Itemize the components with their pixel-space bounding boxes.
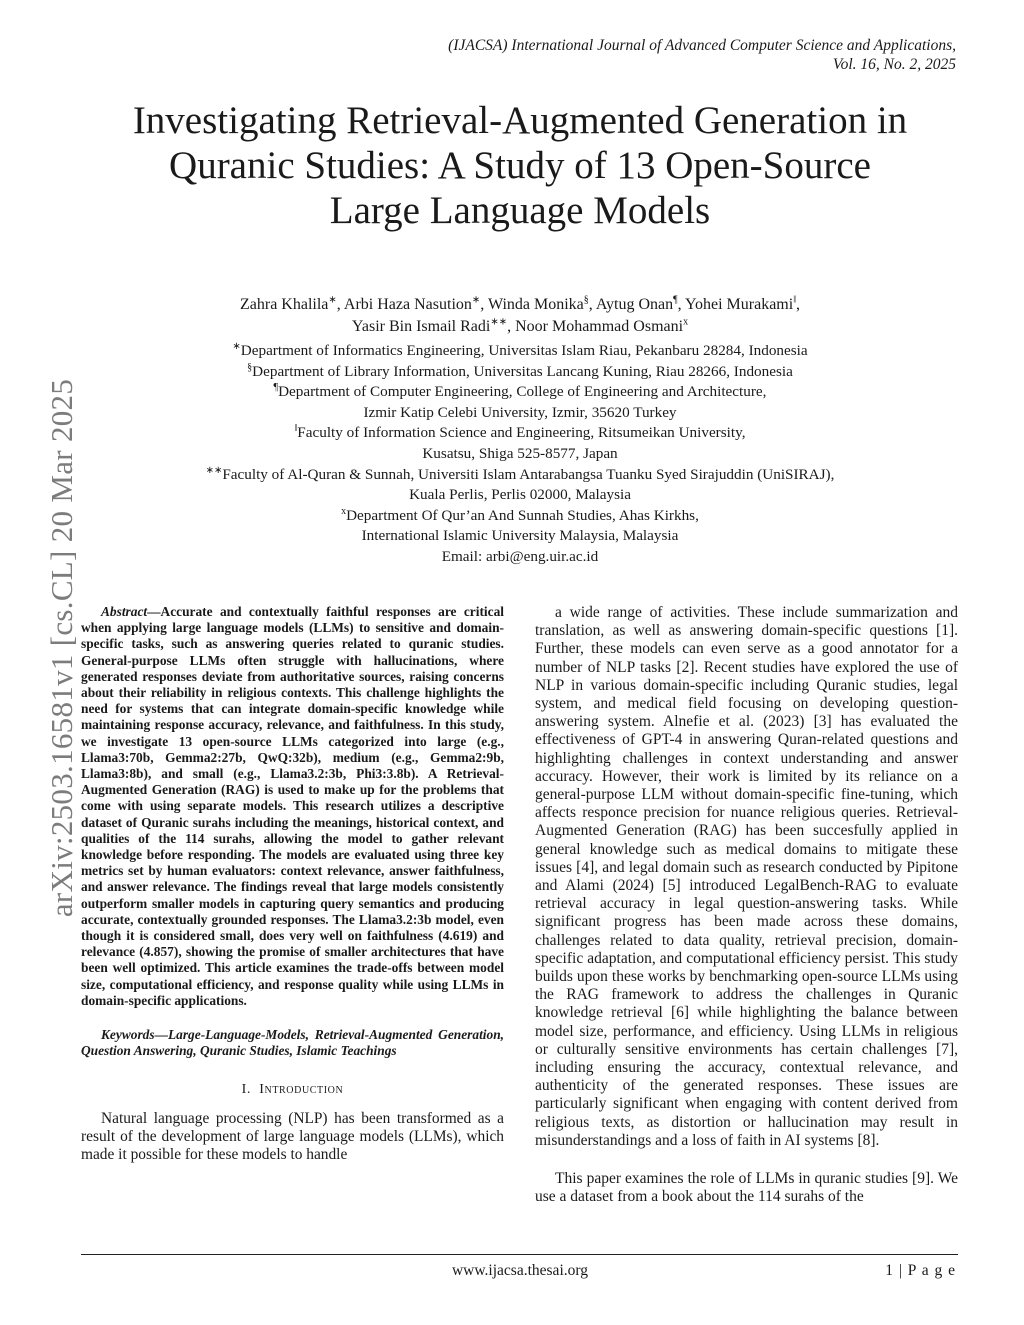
affiliation-line: ∗∗Faculty of Al-Quran & Sunnah, Universiti Islam Antarabangsa Tuanku Syed Sirajuddin (UniSIRAJ), bbox=[205, 464, 835, 483]
affiliations bbox=[80, 341, 960, 568]
affiliation-line: §Department of Library Information, Universitas Lancang Kuning, Riau 28266, Indonesia bbox=[247, 361, 793, 380]
abstract-text: —Accurate and contextually faithful responses are critical when applying large language models (LLMs) to sensitive and domain-specific tasks, such as answering queries related to quranic studies. General-purpose LLMs often struggle with hallucinations, where generated responses deviate from authoritative sources, raising concerns about their reliability in religious contexts. This challenge highlights the need for systems that can integrate domain-specific knowledge while maintaining response accuracy, relevance, and faithfulness. In this study, we investigate 13 open-source LLMs categorized into large (e.g., Llama3:70b, Gemma2:27b, QwQ:32b), medium (e.g., Gemma2:9b, Llama3:8b), and small (e.g., Llama3.2:3b, Phi3:3.8b). A Retrieval-Augmented Generation (RAG) is used to make up for the problems that come with using separate models. This research utilizes a descriptive dataset of Quranic surahs including the meanings, historical context, and qualities of the 114 surahs, allowing the model to gather relevant knowledge before responding. The models are evaluated using three key metrics set by human evaluators: context relevance, answer faithfulness, and answer relevance. The findings reveal that large models consistently outperform smaller models in capturing query semantics and producing accurate, contextually grounded responses. The Llama3.2:3b model, even though it is considered small, does very well on faithfulness (4.619) and relevance (4.857), showing the promise of smaller architectures that have been well optimized. This article examines the trade-offs between model size, computational efficiency, and response quality while using LLMs in domain-specific applications. bbox=[81, 604, 504, 1008]
email-line: Email: arbi@eng.uir.ac.id bbox=[441, 547, 599, 565]
author-name: Aytug Onan bbox=[595, 296, 674, 313]
affiliation-line: International Islamic University Malaysia, Malaysia bbox=[361, 527, 679, 545]
affiliation-line: ¶Department of Computer Engineering, College of Engineering and Architecture, bbox=[273, 382, 767, 401]
title-line-2: Quranic Studies: A Study of 13 Open-Source bbox=[169, 144, 871, 187]
keywords-text: —Large-Language-Models, Retrieval-Augmented Generation, Question Answering, Quranic Studies, Islamic Teachings bbox=[81, 1027, 504, 1059]
journal-volume: Vol. 16, No. 2, 2025 bbox=[832, 56, 956, 73]
author-name: Yohei Murakami bbox=[685, 296, 794, 313]
arxiv-stamp bbox=[44, 350, 79, 945]
author-name: Winda Monika bbox=[488, 296, 584, 313]
title-line-1: Investigating Retrieval-Augmented Generation in bbox=[132, 99, 908, 142]
author-name: Yasir Bin Ismail Radi bbox=[351, 318, 491, 335]
affiliation-line: $^x$Department Of Qur’an And Sunnah Studies, Ahas Kirkhs, bbox=[341, 505, 699, 524]
intro-paragraph-continued: a wide range of activities. These include summarization and translation, as well as answering domain-specific questions [1]. Further, these models can even serve as a good annotator for a number of NLP tasks [2]. Recent studies have explored the use of NLP in various domain-specific including Quranic studies, legal system, and medical field focusing on developing question-answering system. Alnefie et al. (2023) [3] has evaluated the effectiveness of GPT-4 in answering Quran-related questions and highlighting challenges in context understanding and answer accuracy. However, their work is limited by its reliance on a general-purpose LLM without domain-specific fine-tuning, which affects responce precision for nuance religious queries. Retrieval-Augmented Generation (RAG) has been succesfully applied in general knowledge such as medical domains to mitigate these issues [4], and legal domain such as research conducted by Pipitone and Alami (2024) [5] introduced LegalBench-RAG to evaluate retrieval accuracy in legal question-answering tasks. While significant progress has been made across these domains, challenges related to data quality, retrieval precision, domain-specific adaptation, and computational efficiency persist. This study builds upon these works by benchmarking open-source LLMs using the RAG framework to address the challenges in Quranic knowledge retrieval [6] while highlighting the balance between model size, performance, and efficiency. Using LLMs in religious or culturally sensitive environments has certain challenges [7], including ensuring the accuracy, contextual relevance, and authenticity of the generated responses. These issues are particularly significant when engaging with content derived from religious texts, as distortion or hallucination may result in misunderstandings and a loss of faith in AI systems [8]. bbox=[535, 604, 958, 1149]
intro-paragraph: Natural language processing (NLP) has been transformed as a result of the development of large language models (LLMs), which made it possible for these models to handle bbox=[81, 1109, 504, 1164]
author-name: Zahra Khalila bbox=[240, 296, 329, 313]
author-list: Zahra Khalila∗, Arbi Haza Nasution∗, Winda Monika§, Aytug Onan¶, Yohei Murakami‖, Yasir Bin Ismail Radi∗∗, Noor Mohammad Osmani$^x$ bbox=[240, 294, 800, 335]
affiliation-line: ‖Faculty of Information Science and Engineering, Ritsumeikan University, bbox=[294, 423, 746, 442]
keywords-label: Keywords bbox=[101, 1027, 155, 1043]
affiliation-line: Izmir Katip Celebi University, Izmir, 35620 Turkey bbox=[363, 403, 677, 421]
section-title: Introduction bbox=[259, 1082, 344, 1098]
paper-title bbox=[80, 98, 960, 233]
journal-name: (IJACSA) International Journal of Advanced Computer Science and Applications, bbox=[448, 37, 956, 54]
footer-url: www.ijacsa.thesai.org bbox=[451, 1262, 589, 1279]
section-heading: I. Introduction bbox=[241, 1082, 344, 1098]
page-number: 1 | P a g e bbox=[885, 1262, 956, 1279]
journal-header bbox=[448, 36, 956, 74]
right-column bbox=[535, 604, 958, 1207]
keywords bbox=[81, 1027, 504, 1059]
title-line-3: Large Language Models bbox=[329, 189, 711, 232]
affiliation-line: Kuala Perlis, Perlis 02000, Malaysia bbox=[409, 486, 631, 504]
author-name: Arbi Haza Nasution bbox=[343, 296, 472, 313]
left-column bbox=[81, 604, 504, 1164]
abstract-label: Abstract bbox=[101, 604, 148, 619]
arxiv-id: arXiv:2503.16581v1 [cs.CL] 20 Mar 2025 bbox=[44, 378, 79, 917]
abstract bbox=[81, 604, 504, 1009]
affiliation-line: Kusatsu, Shiga 525-8577, Japan bbox=[422, 444, 618, 462]
author-name: Noor Mohammad Osmani bbox=[515, 318, 684, 335]
intro-paragraph-2: This paper examines the role of LLMs in quranic studies [9]. We use a dataset from a book about the 114 surahs of the bbox=[535, 1170, 958, 1206]
footer-divider bbox=[81, 1254, 958, 1255]
affiliation-line: ∗Department of Informatics Engineering, Universitas Islam Riau, Pekanbaru 28284, Indonesia bbox=[232, 340, 808, 359]
